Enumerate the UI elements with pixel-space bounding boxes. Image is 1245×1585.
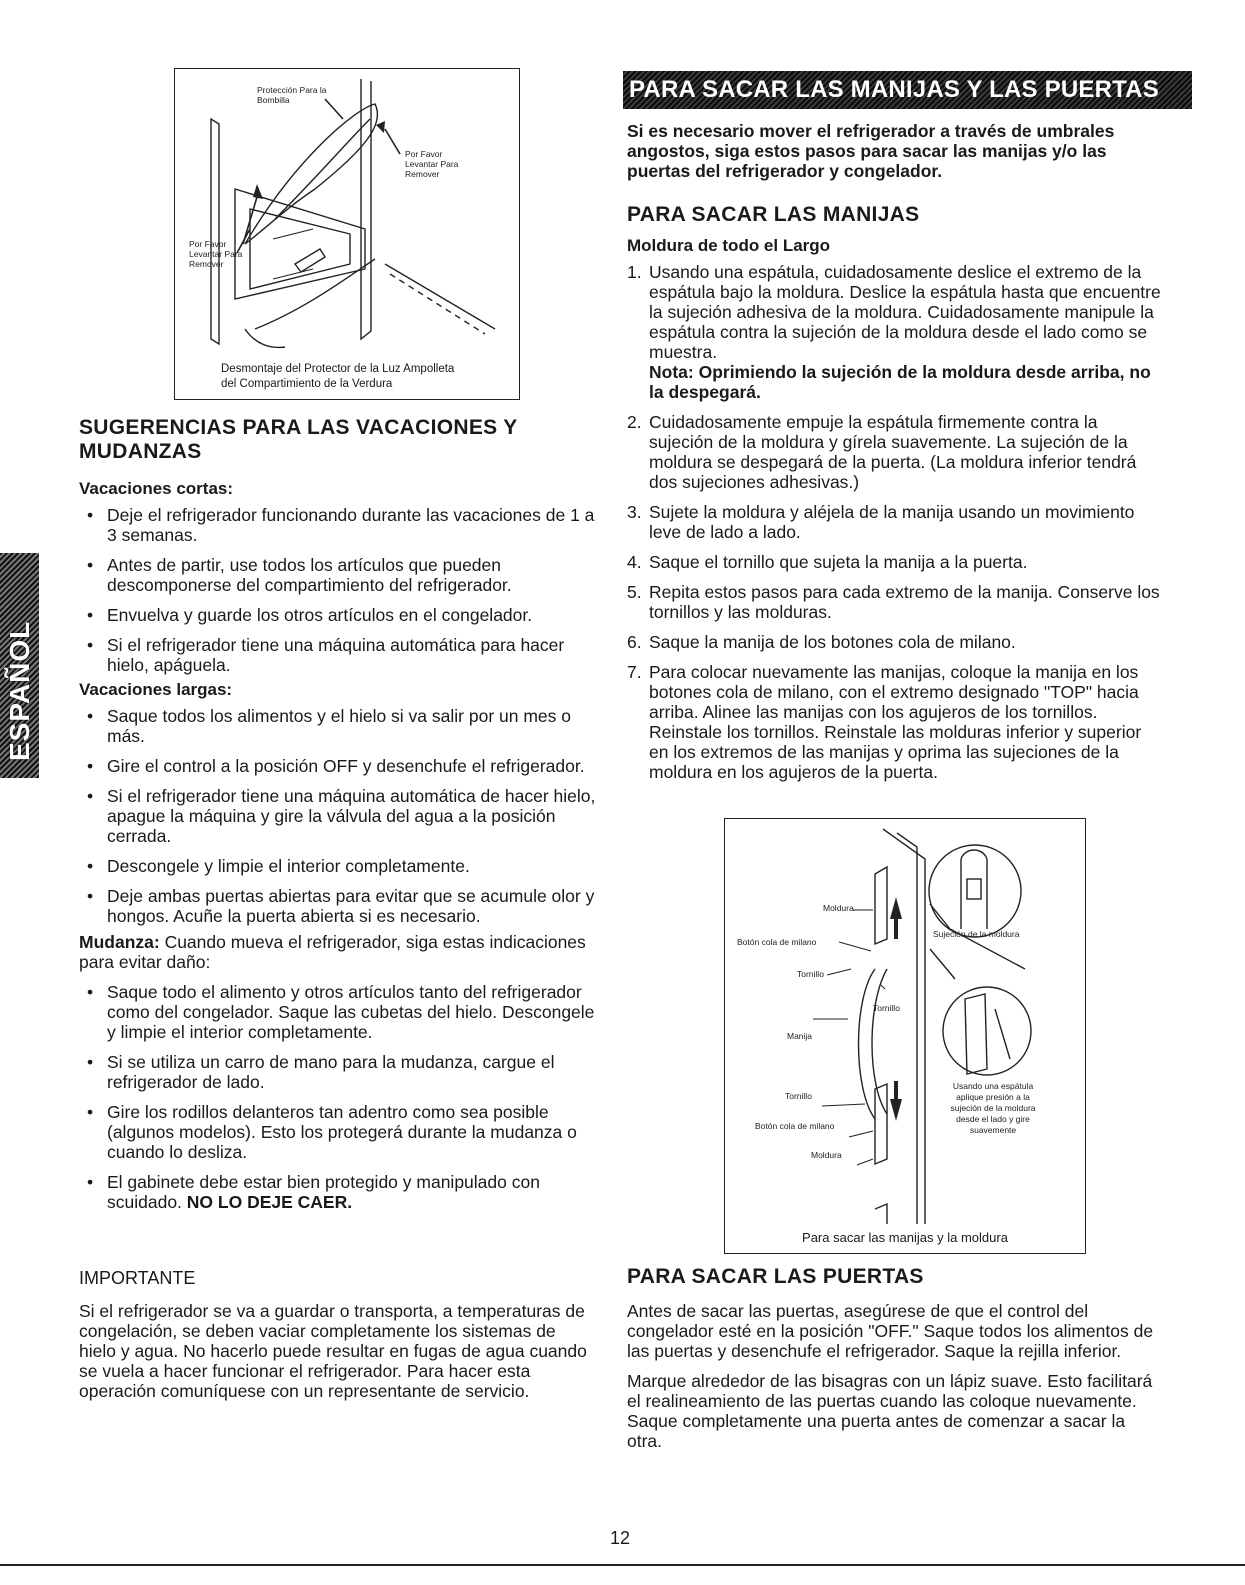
step-note: Nota: Oprimiendo la sujeción de la moldura desde arriba, no la despegará. xyxy=(649,362,1151,402)
label-sujecion: Sujeción de la moldura xyxy=(933,929,1020,939)
figure-caption-line2: del Compartimiento de la Verdura xyxy=(221,378,393,390)
step-text: Para colocar nuevamente las manijas, coloque la manija en los botones cola de milano, con el extremo designado "TOP" hacia arriba. Alinee las manijas con los agujeros de los tornillos. Reinstale los tornillos. Reinstale las molduras inferior y superior en los extremos de las manijas y oprima las sujeciones de la moldura en los agujeros de la puerta. xyxy=(649,662,1142,782)
step-text: Saque el tornillo que sujeta la manija a la puerta. xyxy=(649,552,1028,572)
do-not-drop-warning: NO LO DEJE CAER. xyxy=(186,1192,353,1212)
list-item: • Descongele y limpie el interior completamente. xyxy=(79,856,599,876)
step-number: 6. xyxy=(627,632,642,652)
label-tornillo-bottom: Tornillo xyxy=(785,1091,812,1101)
important-section xyxy=(79,1268,589,1401)
step-item xyxy=(627,662,1162,782)
section-banner: PARA SACAR LAS MANIJAS Y LAS PUERTAS xyxy=(623,71,1192,109)
moving-label: Mudanza: xyxy=(79,932,160,952)
label-moldura-top: Moldura xyxy=(823,903,854,913)
label-tornillo-top: Tornillo xyxy=(797,969,824,979)
list-item: • Gire los rodillos delanteros tan adentro como sea posible (algunos modelos). Esto los protegerá durante la mudanza o cuando lo desliza. xyxy=(79,1102,599,1162)
list-item: • Gire el control a la posición OFF y desenchufe el refrigerador. xyxy=(79,756,599,776)
list-item: • Saque todos los alimentos y el hielo si va salir por un mes o más. xyxy=(79,706,599,746)
long-vacation-heading: Vacaciones largas: xyxy=(79,680,233,699)
handles-title: PARA SACAR LAS MANIJAS xyxy=(627,203,920,226)
step-item xyxy=(627,262,1162,402)
label-push-left: Por Favor Levantar Para Remover xyxy=(189,239,243,269)
step-item xyxy=(627,582,1162,622)
step-text: Usando una espátula, cuidadosamente deslice el extremo de la espátula bajo la moldura. Deslice la espátula hasta que encuentre la sujeción adhesiva de la moldura. Cuidadosamente manipule la espátula contra la sujeción de la moldura desde el lado como se muestra. xyxy=(649,262,1161,362)
step-text: Saque la manija de los botones cola de milano. xyxy=(649,632,1016,652)
list-item: • Si el refrigerador tiene una máquina automática de hacer hielo, apague la máquina y gire la válvula del agua a la posición cerrada. xyxy=(79,786,599,846)
short-vacation-heading: Vacaciones cortas: xyxy=(79,479,234,498)
remove-intro: Si es necesario mover el refrigerador a través de umbrales angostos, siga estos pasos para sacar las manijas y/o las puertas del refrigerador y congelador. xyxy=(627,121,1115,181)
step-number: 7. xyxy=(627,662,642,682)
doors-paragraph-2: Marque alrededor de las bisagras con un lápiz suave. Esto facilitará el realineamiento de las puertas cuando las coloque nuevamente. Saque completamente una puerta antes de comenzar a sacar la otra. xyxy=(627,1371,1153,1451)
label-moldura-bottom: Moldura xyxy=(811,1150,842,1160)
step-text: Repita estos pasos para cada extremo de la manija. Conserve los tornillos y las molduras. xyxy=(649,582,1160,622)
label-boton-bottom: Botón cola de milano xyxy=(755,1121,835,1131)
vacations-section xyxy=(79,416,599,1222)
step-number: 5. xyxy=(627,582,642,602)
remove-section xyxy=(627,121,1162,792)
handle-figure-caption: Para sacar las manijas y la moldura xyxy=(802,1230,1008,1245)
step-text: Cuidadosamente empuje la espátula firmemente contra la sujeción de la moldura y gírela suavemente. La sujeción de la moldura se despegará de la puerta. (La moldura inferior tendrá dos sujeciones adhesivas.) xyxy=(649,412,1137,492)
list-item: • Deje el refrigerador funcionando durante las vacaciones de 1 a 3 semanas. xyxy=(79,505,599,545)
moving-last-text: El gabinete debe estar bien protegido y manipulado con scuidado. xyxy=(107,1172,540,1212)
doors-title: PARA SACAR LAS PUERTAS xyxy=(627,1265,924,1288)
list-item xyxy=(79,1172,599,1212)
trim-heading: Moldura de todo el Largo xyxy=(627,236,831,255)
list-item: • Si el refrigerador tiene una máquina automática para hacer hielo, apáguela. xyxy=(79,635,599,675)
list-item: • Deje ambas puertas abiertas para evitar que se acumule olor y hongos. Acuñe la puerta abierta si es necesario. xyxy=(79,886,599,926)
list-item: • Envuelva y guarde los otros artículos en el congelador. xyxy=(79,605,599,625)
label-manija: Manija xyxy=(787,1031,813,1041)
doors-section xyxy=(627,1265,1162,1451)
vacations-title: SUGERENCIAS PARA LAS VACACIONES Y MUDANZAS xyxy=(79,416,518,463)
crisper-light-illustration xyxy=(175,69,519,359)
short-vacation-list xyxy=(79,505,599,675)
list-item: • Saque todo el alimento y otros artículos tanto del refrigerador como del congelador. Saque las cubetas del hielo. Descongele y limpie el interior completamente. xyxy=(79,982,599,1042)
language-tab xyxy=(0,553,39,778)
crisper-light-figure xyxy=(174,68,520,400)
moving-intro: Cuando mueva el refrigerador, siga estas indicaciones para evitar daño: xyxy=(79,932,586,972)
long-vacation-list xyxy=(79,706,599,926)
language-tab-label: ESPAÑOL xyxy=(4,620,35,761)
label-usando: Usando una espátula aplique presión a la sujeción de la moldura desde el lado y gire suavemente xyxy=(950,1081,1036,1135)
step-item xyxy=(627,552,1162,572)
figure-caption-line1: Desmontaje del Protector de la Luz Ampolleta xyxy=(221,363,455,375)
step-number: 4. xyxy=(627,552,642,572)
list-item: • Antes de partir, use todos los artículos que pueden descomponerse del compartimiento del refrigerador. xyxy=(79,555,599,595)
step-number: 3. xyxy=(627,502,642,522)
handle-steps xyxy=(627,262,1162,782)
moving-list xyxy=(79,982,599,1212)
step-item xyxy=(627,632,1162,652)
bottom-rule xyxy=(0,1564,1245,1566)
handle-removal-figure xyxy=(724,818,1086,1254)
step-number: 2. xyxy=(627,412,642,432)
list-item: • Si se utiliza un carro de mano para la mudanza, cargue el refrigerador de lado. xyxy=(79,1052,599,1092)
handle-removal-illustration xyxy=(725,819,1085,1229)
step-item xyxy=(627,502,1162,542)
doors-paragraph-1: Antes de sacar las puertas, asegúrese de que el control del congelador esté en la posición "OFF." Saque todos los alimentos de las puertas y desenchufe el refrigerador. Saque la rejilla inferior. xyxy=(627,1301,1154,1361)
step-number: 1. xyxy=(627,262,642,282)
important-text: Si el refrigerador se va a guardar o transporta, a temperaturas de congelación, se deben vaciar completamente los sistemas de hielo y agua. No hacerlo puede resultar en fugas de agua cuando se vuela a hacer funcionar el refrigerador. Para hacer esta operación comuníquese con un representante de servicio. xyxy=(79,1301,587,1401)
label-protector: Protección Para la Bombilla xyxy=(257,85,327,105)
label-tornillo-right: Tornillo xyxy=(873,1003,900,1013)
important-title: IMPORTANTE xyxy=(79,1268,196,1288)
moving-paragraph xyxy=(79,932,599,972)
page-number: 12 xyxy=(609,1528,631,1548)
step-item xyxy=(627,412,1162,492)
label-push-right: Por Favor Levantar Para Remover xyxy=(405,149,459,179)
step-text: Sujete la moldura y aléjela de la manija usando un movimiento leve de lado a lado. xyxy=(649,502,1135,542)
label-boton-top: Botón cola de milano xyxy=(737,937,817,947)
